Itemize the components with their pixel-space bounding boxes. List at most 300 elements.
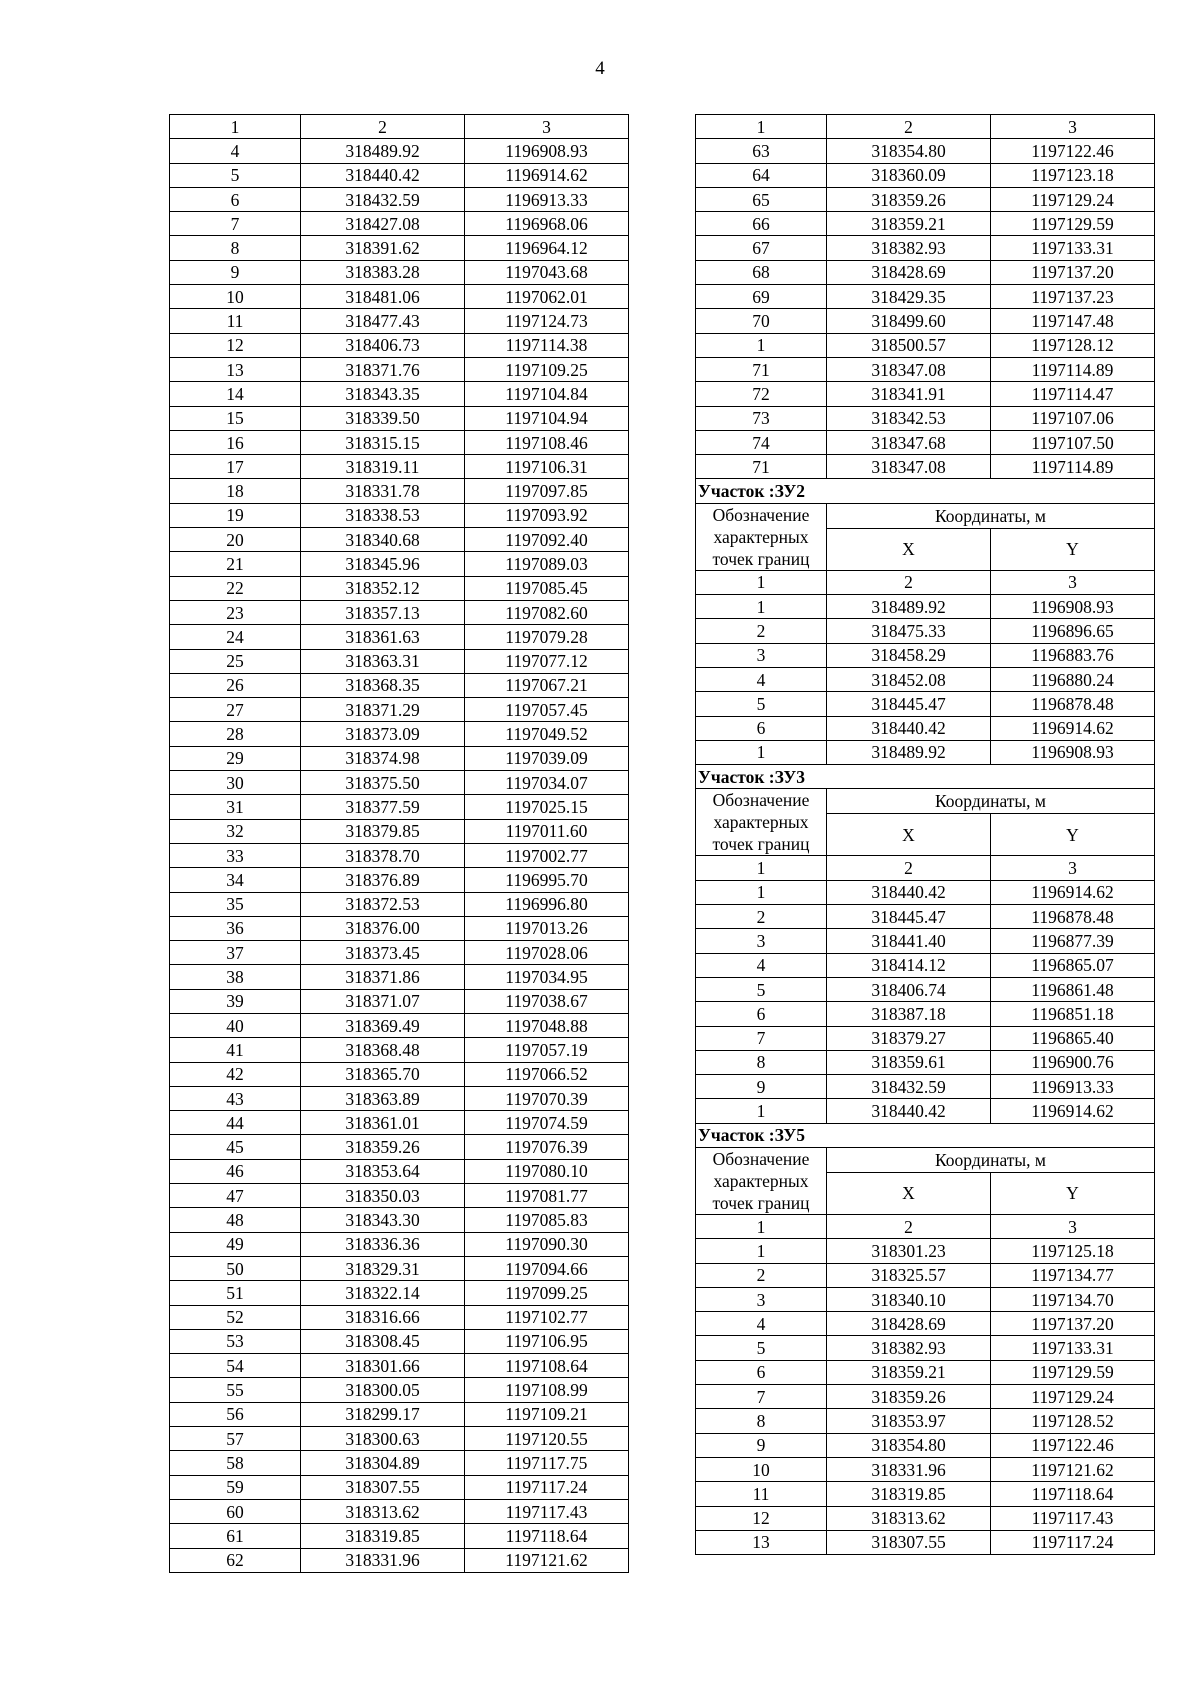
x-coordinate-cell: 318500.57 <box>827 333 991 357</box>
column-numbering-row <box>170 115 629 139</box>
point-number-cell: 30 <box>170 771 301 795</box>
x-coordinate-cell: 318481.06 <box>301 285 465 309</box>
table-row <box>696 163 1155 187</box>
table-row <box>170 1305 629 1329</box>
y-coordinate-cell: 1197137.20 <box>991 1312 1155 1336</box>
point-number-cell: 4 <box>696 667 827 691</box>
x-coordinate-cell: 318458.29 <box>827 643 991 667</box>
x-coordinate-cell: 318499.60 <box>827 309 991 333</box>
x-coordinate-cell: 318369.49 <box>301 1013 465 1037</box>
y-coordinate-cell: 1196900.76 <box>991 1050 1155 1074</box>
y-coordinate-cell: 3 <box>991 1214 1155 1238</box>
point-number-cell: 17 <box>170 455 301 479</box>
point-number-cell: 65 <box>696 187 827 211</box>
x-coordinate-cell: 318343.30 <box>301 1208 465 1232</box>
point-number-cell: 22 <box>170 576 301 600</box>
x-coordinate-cell: 318368.35 <box>301 673 465 697</box>
y-coordinate-cell: 1197106.95 <box>465 1329 629 1353</box>
point-number-cell: 20 <box>170 528 301 552</box>
table-row <box>170 406 629 430</box>
x-coordinate-cell: 2 <box>827 856 991 880</box>
point-number-cell: 5 <box>696 692 827 716</box>
point-number-cell: 67 <box>696 236 827 260</box>
y-coordinate-cell: 1197121.62 <box>991 1457 1155 1481</box>
point-number-cell: 8 <box>696 1409 827 1433</box>
column-numbering-row <box>696 570 1155 594</box>
y-coordinate-cell: 1196964.12 <box>465 236 629 260</box>
y-coordinate-cell: 1197002.77 <box>465 843 629 867</box>
x-coordinate-cell: 318406.74 <box>827 977 991 1001</box>
y-coordinate-cell: 1196996.80 <box>465 892 629 916</box>
x-coordinate-cell: 2 <box>301 115 465 139</box>
y-coordinate-cell: 1197129.24 <box>991 1385 1155 1409</box>
table-row <box>170 892 629 916</box>
point-number-cell: 12 <box>696 1506 827 1530</box>
table-row <box>170 771 629 795</box>
x-coordinate-cell: 318375.50 <box>301 771 465 795</box>
y-coordinate-cell: 1197123.18 <box>991 163 1155 187</box>
point-number-cell: 2 <box>696 619 827 643</box>
table-row <box>696 1409 1155 1433</box>
x-coordinate-cell: 318359.61 <box>827 1050 991 1074</box>
point-number-cell: 18 <box>170 479 301 503</box>
x-coordinate-cell: 2 <box>827 570 991 594</box>
table-row <box>170 139 629 163</box>
table-row <box>170 576 629 600</box>
section-header-row <box>696 789 1155 814</box>
x-coordinate-cell: 318361.01 <box>301 1111 465 1135</box>
x-coordinate-cell: 318429.35 <box>827 285 991 309</box>
x-coordinate-cell: 318382.93 <box>827 236 991 260</box>
table-row <box>170 1402 629 1426</box>
table-row <box>170 1111 629 1135</box>
y-coordinate-cell: 1197011.60 <box>465 819 629 843</box>
point-number-cell: 1 <box>170 115 301 139</box>
x-coordinate-cell: 318475.33 <box>827 619 991 643</box>
y-coordinate-cell: 1197102.77 <box>465 1305 629 1329</box>
point-number-cell: 13 <box>170 357 301 381</box>
point-number-cell: 1 <box>696 595 827 619</box>
y-coordinate-cell: 1197117.43 <box>991 1506 1155 1530</box>
x-coordinate-cell: 318299.17 <box>301 1402 465 1426</box>
point-number-cell: 48 <box>170 1208 301 1232</box>
x-coordinate-cell: 318445.47 <box>827 905 991 929</box>
x-coordinate-cell: 318322.14 <box>301 1281 465 1305</box>
y-coordinate-cell: 3 <box>991 115 1155 139</box>
point-number-cell: 47 <box>170 1184 301 1208</box>
table-row <box>170 795 629 819</box>
point-number-cell: 3 <box>696 643 827 667</box>
x-coordinate-cell: 318342.53 <box>827 406 991 430</box>
table-row <box>170 187 629 211</box>
point-number-cell: 1 <box>696 333 827 357</box>
x-coordinate-cell: 318341.91 <box>827 382 991 406</box>
table-row <box>170 1208 629 1232</box>
y-coordinate-cell: 1197079.28 <box>465 625 629 649</box>
point-number-cell: 6 <box>696 1360 827 1384</box>
y-coordinate-cell: 1197147.48 <box>991 309 1155 333</box>
table-row <box>170 1184 629 1208</box>
point-number-cell: 38 <box>170 965 301 989</box>
x-coordinate-cell: 318359.26 <box>827 1385 991 1409</box>
point-number-cell: 69 <box>696 285 827 309</box>
table-row <box>696 929 1155 953</box>
x-coordinate-cell: 318371.86 <box>301 965 465 989</box>
table-row <box>170 1013 629 1037</box>
x-coordinate-cell: 318359.26 <box>301 1135 465 1159</box>
point-number-cell: 26 <box>170 673 301 697</box>
x-coordinate-cell: 318373.09 <box>301 722 465 746</box>
table-row <box>170 236 629 260</box>
point-number-cell: 70 <box>696 309 827 333</box>
table-row <box>696 1099 1155 1123</box>
x-coordinate-cell: 318359.21 <box>827 1360 991 1384</box>
x-coordinate-cell: 318347.68 <box>827 430 991 454</box>
y-coordinate-cell: 1196908.93 <box>991 595 1155 619</box>
point-number-cell: 71 <box>696 455 827 479</box>
y-coordinate-cell: 1197034.95 <box>465 965 629 989</box>
x-coordinate-cell: 318339.50 <box>301 406 465 430</box>
table-row <box>170 357 629 381</box>
y-coordinate-cell: 1196883.76 <box>991 643 1155 667</box>
point-number-cell: 4 <box>170 139 301 163</box>
section-title-row <box>696 765 1155 789</box>
y-coordinate-cell: 1197108.46 <box>465 430 629 454</box>
y-axis-header: Y <box>991 814 1155 856</box>
x-coordinate-cell: 318376.00 <box>301 916 465 940</box>
y-coordinate-cell: 1196861.48 <box>991 977 1155 1001</box>
table-row <box>170 479 629 503</box>
point-number-cell: 29 <box>170 746 301 770</box>
point-number-cell: 21 <box>170 552 301 576</box>
y-coordinate-cell: 1197085.83 <box>465 1208 629 1232</box>
x-coordinate-cell: 318440.42 <box>827 716 991 740</box>
table-row <box>170 1329 629 1353</box>
point-number-cell: 51 <box>170 1281 301 1305</box>
y-coordinate-cell: 1197124.73 <box>465 309 629 333</box>
table-row <box>696 260 1155 284</box>
y-coordinate-cell: 1197048.88 <box>465 1013 629 1037</box>
table-row <box>170 868 629 892</box>
table-row <box>170 309 629 333</box>
table-row <box>170 1548 629 1572</box>
x-coordinate-cell: 318376.89 <box>301 868 465 892</box>
point-number-cell: 7 <box>696 1026 827 1050</box>
x-coordinate-cell: 318352.12 <box>301 576 465 600</box>
table-row <box>170 989 629 1013</box>
x-coordinate-cell: 318329.31 <box>301 1256 465 1280</box>
point-number-cell: 45 <box>170 1135 301 1159</box>
table-row <box>696 1002 1155 1026</box>
x-coordinate-cell: 318304.89 <box>301 1451 465 1475</box>
left-coordinates-table <box>169 114 629 1573</box>
y-coordinate-cell: 1197092.40 <box>465 528 629 552</box>
x-coordinate-cell: 318313.62 <box>301 1499 465 1523</box>
y-coordinate-cell: 1197066.52 <box>465 1062 629 1086</box>
table-row <box>696 977 1155 1001</box>
y-coordinate-cell: 1197134.70 <box>991 1287 1155 1311</box>
y-coordinate-cell: 1197094.66 <box>465 1256 629 1280</box>
y-coordinate-cell: 1197114.89 <box>991 357 1155 381</box>
point-number-cell: 10 <box>696 1457 827 1481</box>
table-row <box>696 619 1155 643</box>
y-coordinate-cell: 1197108.64 <box>465 1354 629 1378</box>
x-coordinate-cell: 318489.92 <box>827 740 991 764</box>
x-coordinate-cell: 318354.80 <box>827 139 991 163</box>
x-axis-header: X <box>827 528 991 570</box>
y-coordinate-cell: 1196913.33 <box>991 1075 1155 1099</box>
table-row <box>170 965 629 989</box>
point-number-cell: 9 <box>696 1075 827 1099</box>
column-numbering-row <box>696 115 1155 139</box>
y-coordinate-cell: 1197118.64 <box>465 1524 629 1548</box>
point-number-cell: 7 <box>170 212 301 236</box>
table-row <box>170 649 629 673</box>
x-coordinate-cell: 318338.53 <box>301 503 465 527</box>
section-title: Участок :ЗУ5 <box>696 1123 1155 1147</box>
coordinates-header: Координаты, м <box>827 789 1155 814</box>
point-number-cell: 63 <box>696 139 827 163</box>
y-coordinate-cell: 1197121.62 <box>465 1548 629 1572</box>
table-row <box>696 667 1155 691</box>
table-row <box>170 916 629 940</box>
y-coordinate-cell: 1197117.24 <box>465 1475 629 1499</box>
x-coordinate-cell: 318432.59 <box>301 187 465 211</box>
point-designation-header: Обозначение характерных точек границ <box>696 789 827 856</box>
point-number-cell: 3 <box>696 1287 827 1311</box>
table-row <box>696 1026 1155 1050</box>
point-number-cell: 74 <box>696 430 827 454</box>
point-number-cell: 37 <box>170 941 301 965</box>
point-number-cell: 24 <box>170 625 301 649</box>
x-axis-header: X <box>827 1172 991 1214</box>
y-coordinate-cell: 1197114.89 <box>991 455 1155 479</box>
y-coordinate-cell: 1196865.40 <box>991 1026 1155 1050</box>
y-coordinate-cell: 1197104.94 <box>465 406 629 430</box>
x-coordinate-cell: 318300.05 <box>301 1378 465 1402</box>
point-number-cell: 9 <box>170 260 301 284</box>
table-row <box>170 333 629 357</box>
x-coordinate-cell: 318391.62 <box>301 236 465 260</box>
y-coordinate-cell: 1197062.01 <box>465 285 629 309</box>
point-number-cell: 32 <box>170 819 301 843</box>
y-coordinate-cell: 1197133.31 <box>991 236 1155 260</box>
point-number-cell: 61 <box>170 1524 301 1548</box>
y-coordinate-cell: 1197117.75 <box>465 1451 629 1475</box>
y-coordinate-cell: 1196865.07 <box>991 953 1155 977</box>
x-coordinate-cell: 318301.66 <box>301 1354 465 1378</box>
x-coordinate-cell: 318477.43 <box>301 309 465 333</box>
point-designation-header: Обозначение характерных точек границ <box>696 1147 827 1214</box>
y-coordinate-cell: 1197137.23 <box>991 285 1155 309</box>
point-number-cell: 15 <box>170 406 301 430</box>
x-coordinate-cell: 318331.96 <box>827 1457 991 1481</box>
table-row <box>170 1524 629 1548</box>
point-number-cell: 5 <box>696 1336 827 1360</box>
point-number-cell: 9 <box>696 1433 827 1457</box>
y-coordinate-cell: 1197034.07 <box>465 771 629 795</box>
x-coordinate-cell: 318440.42 <box>827 1099 991 1123</box>
x-coordinate-cell: 318441.40 <box>827 929 991 953</box>
y-coordinate-cell: 1197025.15 <box>465 795 629 819</box>
y-coordinate-cell: 1197038.67 <box>465 989 629 1013</box>
y-coordinate-cell: 1197128.12 <box>991 333 1155 357</box>
table-row <box>170 552 629 576</box>
section-title-row <box>696 479 1155 503</box>
point-number-cell: 55 <box>170 1378 301 1402</box>
x-coordinate-cell: 318406.73 <box>301 333 465 357</box>
point-number-cell: 52 <box>170 1305 301 1329</box>
point-number-cell: 60 <box>170 1499 301 1523</box>
table-row <box>696 430 1155 454</box>
y-coordinate-cell: 1197099.25 <box>465 1281 629 1305</box>
point-number-cell: 66 <box>696 212 827 236</box>
section-title-row <box>696 1123 1155 1147</box>
point-number-cell: 53 <box>170 1329 301 1353</box>
table-row <box>696 1457 1155 1481</box>
x-coordinate-cell: 318373.45 <box>301 941 465 965</box>
y-coordinate-cell: 1197122.46 <box>991 1433 1155 1457</box>
y-coordinate-cell: 1197090.30 <box>465 1232 629 1256</box>
y-coordinate-cell: 1196968.06 <box>465 212 629 236</box>
table-row <box>696 357 1155 381</box>
y-coordinate-cell: 1197093.92 <box>465 503 629 527</box>
y-coordinate-cell: 1197057.45 <box>465 698 629 722</box>
y-coordinate-cell: 3 <box>991 570 1155 594</box>
x-coordinate-cell: 318387.18 <box>827 1002 991 1026</box>
table-row <box>696 716 1155 740</box>
x-coordinate-cell: 318440.42 <box>301 163 465 187</box>
table-row <box>696 1312 1155 1336</box>
point-number-cell: 11 <box>170 309 301 333</box>
y-coordinate-cell: 1196878.48 <box>991 692 1155 716</box>
table-row <box>696 740 1155 764</box>
point-number-cell: 62 <box>170 1548 301 1572</box>
x-coordinate-cell: 318347.08 <box>827 357 991 381</box>
x-axis-header: X <box>827 814 991 856</box>
x-coordinate-cell: 318445.47 <box>827 692 991 716</box>
x-coordinate-cell: 2 <box>827 1214 991 1238</box>
table-row <box>170 746 629 770</box>
point-number-cell: 5 <box>170 163 301 187</box>
table-row <box>696 333 1155 357</box>
table-row <box>696 1239 1155 1263</box>
point-number-cell: 1 <box>696 1214 827 1238</box>
section-header-row <box>696 1147 1155 1172</box>
y-coordinate-cell: 1197107.50 <box>991 430 1155 454</box>
y-coordinate-cell: 1196914.62 <box>991 880 1155 904</box>
column-numbering-row <box>696 856 1155 880</box>
table-row <box>170 1378 629 1402</box>
y-coordinate-cell: 1197077.12 <box>465 649 629 673</box>
y-coordinate-cell: 1196913.33 <box>465 187 629 211</box>
x-coordinate-cell: 318414.12 <box>827 953 991 977</box>
y-coordinate-cell: 1196995.70 <box>465 868 629 892</box>
point-number-cell: 4 <box>696 953 827 977</box>
table-row <box>170 455 629 479</box>
y-coordinate-cell: 1196914.62 <box>991 716 1155 740</box>
table-row <box>170 843 629 867</box>
y-coordinate-cell: 1196880.24 <box>991 667 1155 691</box>
x-coordinate-cell: 318350.03 <box>301 1184 465 1208</box>
x-coordinate-cell: 318300.63 <box>301 1427 465 1451</box>
table-row <box>696 880 1155 904</box>
y-coordinate-cell: 1197080.10 <box>465 1159 629 1183</box>
table-row <box>170 1062 629 1086</box>
x-coordinate-cell: 318353.97 <box>827 1409 991 1433</box>
point-number-cell: 14 <box>170 382 301 406</box>
x-coordinate-cell: 318489.92 <box>827 595 991 619</box>
table-row <box>170 722 629 746</box>
point-number-cell: 7 <box>696 1385 827 1409</box>
table-row <box>170 163 629 187</box>
y-coordinate-cell: 1197137.20 <box>991 260 1155 284</box>
x-coordinate-cell: 318359.21 <box>827 212 991 236</box>
table-row <box>696 1075 1155 1099</box>
table-row <box>696 692 1155 716</box>
table-row <box>170 1232 629 1256</box>
y-coordinate-cell: 1197057.19 <box>465 1038 629 1062</box>
column-numbering-row <box>696 1214 1155 1238</box>
y-coordinate-cell: 1197085.45 <box>465 576 629 600</box>
table-row <box>170 1354 629 1378</box>
x-coordinate-cell: 318354.80 <box>827 1433 991 1457</box>
point-number-cell: 43 <box>170 1086 301 1110</box>
point-number-cell: 36 <box>170 916 301 940</box>
point-number-cell: 35 <box>170 892 301 916</box>
x-coordinate-cell: 318316.66 <box>301 1305 465 1329</box>
point-number-cell: 57 <box>170 1427 301 1451</box>
y-coordinate-cell: 1197133.31 <box>991 1336 1155 1360</box>
x-coordinate-cell: 318347.08 <box>827 455 991 479</box>
point-number-cell: 28 <box>170 722 301 746</box>
y-coordinate-cell: 3 <box>465 115 629 139</box>
table-row <box>170 673 629 697</box>
table-row <box>170 1475 629 1499</box>
x-coordinate-cell: 318440.42 <box>827 880 991 904</box>
x-coordinate-cell: 318383.28 <box>301 260 465 284</box>
x-coordinate-cell: 318359.26 <box>827 187 991 211</box>
y-coordinate-cell: 1197129.24 <box>991 187 1155 211</box>
table-row <box>696 1482 1155 1506</box>
y-coordinate-cell: 1197122.46 <box>991 139 1155 163</box>
y-coordinate-cell: 1197129.59 <box>991 212 1155 236</box>
coordinates-header: Координаты, м <box>827 1147 1155 1172</box>
table-row <box>696 139 1155 163</box>
table-row <box>170 1159 629 1183</box>
y-coordinate-cell: 1196896.65 <box>991 619 1155 643</box>
x-coordinate-cell: 318374.98 <box>301 746 465 770</box>
point-number-cell: 6 <box>696 716 827 740</box>
table-row <box>696 382 1155 406</box>
x-coordinate-cell: 2 <box>827 115 991 139</box>
y-coordinate-cell: 1197109.25 <box>465 357 629 381</box>
point-number-cell: 73 <box>696 406 827 430</box>
table-row <box>170 1281 629 1305</box>
x-coordinate-cell: 318371.07 <box>301 989 465 1013</box>
table-row <box>170 1038 629 1062</box>
point-number-cell: 59 <box>170 1475 301 1499</box>
y-coordinate-cell: 1197118.64 <box>991 1482 1155 1506</box>
x-coordinate-cell: 318325.57 <box>827 1263 991 1287</box>
y-coordinate-cell: 1197114.38 <box>465 333 629 357</box>
y-coordinate-cell: 1197028.06 <box>465 941 629 965</box>
point-number-cell: 1 <box>696 570 827 594</box>
y-coordinate-cell: 1197129.59 <box>991 1360 1155 1384</box>
x-coordinate-cell: 318308.45 <box>301 1329 465 1353</box>
table-row <box>170 528 629 552</box>
point-number-cell: 39 <box>170 989 301 1013</box>
